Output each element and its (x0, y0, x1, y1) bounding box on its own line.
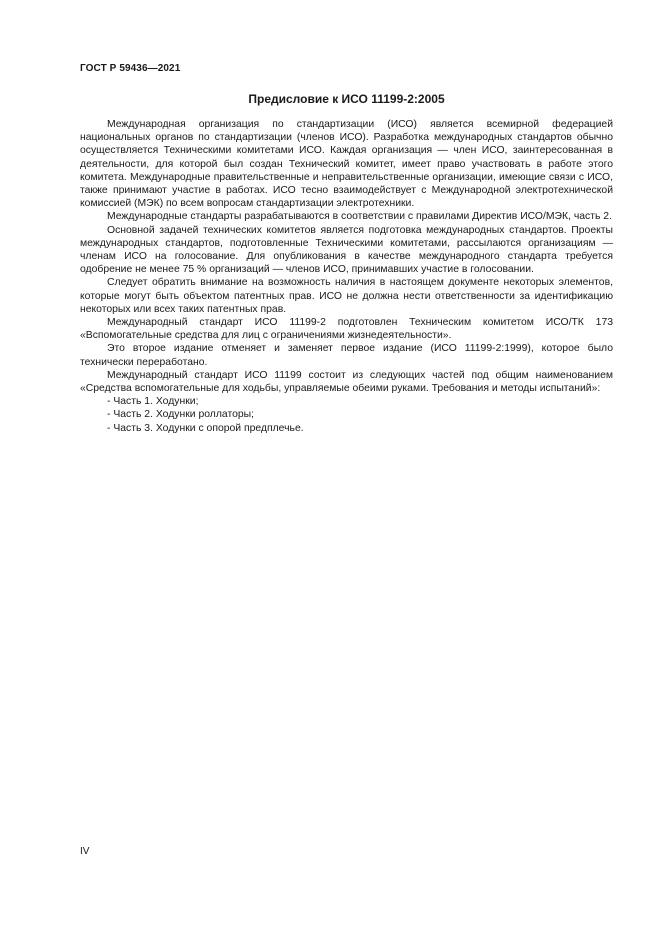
paragraph-prepared-by: Международный стандарт ИСО 11199-2 подготовлен Техническим комитетом ИСО/ТК 173 «Вспомогательные средства для лиц с ограничениями жизнедеятельности». (80, 317, 613, 342)
list-item-part-1: - Часть 1. Ходунки; (107, 396, 199, 408)
paragraph-parts-intro: Международный стандарт ИСО 11199 состоит из следующих частей под общим наименованием «Средства вспомогательные для ходьбы, управляемые обеими руками. Требования и методы испытаний»: (80, 369, 613, 395)
paragraph-directives: Международные стандарты разрабатываются в соответствии с правилами Директив ИСО/МЭК, часть 2. (107, 211, 612, 223)
foreword-body (80, 118, 613, 435)
paragraph-committees-task: Основной задачей технических комитетов является подготовка международных стандартов. Проекты международных стандартов, подготовленные Техническими комитетами, рассылаются организациям — членам ИСО на голосование. Для опубликования в качестве международного стандарта требуется одобрение не менее 75 % организаций — членов ИСО, принимавших участие в голосовании. (80, 224, 613, 276)
foreword-title: Предисловие к ИСО 11199-2:2005 (248, 92, 445, 106)
paragraph-patent-rights: Следует обратить внимание на возможность наличия в настоящем документе некоторых элементов, которые могут быть объектом патентных прав. ИСО не должна нести ответственности за идентификацию некоторых или всех таких патентных прав. (80, 277, 613, 315)
paragraph-iso-organization: Международная организация по стандартизации (ИСО) является всемирной федерацией национальных органов по стандартизации (членов ИСО). Разработка международных стандартов обычно осуществляется Техническими комитетами ИСО. Каждая организация — член ИСО, заинтересованная в деятельности, для которой был создан Технический комитет, имеет право участвовать в работе этого комитета. Международные правительственные и неправительственные организации, имеющие связи с ИСО, также принимают участие в работах. ИСО тесно взаимодействует с Международной электротехнической комиссией (МЭК) по всем вопросам стандартизации электротехники. (80, 119, 613, 210)
list-item-part-3: - Часть 3. Ходунки с опорой предплечье. (107, 422, 304, 434)
page-number: IV (80, 846, 90, 857)
paragraph-edition: Это второе издание отменяет и заменяет первое издание (ИСО 11199-2:1999), которое было технически переработано. (80, 343, 613, 368)
document-header: ГОСТ Р 59436—2021 (80, 63, 181, 74)
list-item-part-2: - Часть 2. Ходунки роллаторы; (107, 409, 255, 421)
